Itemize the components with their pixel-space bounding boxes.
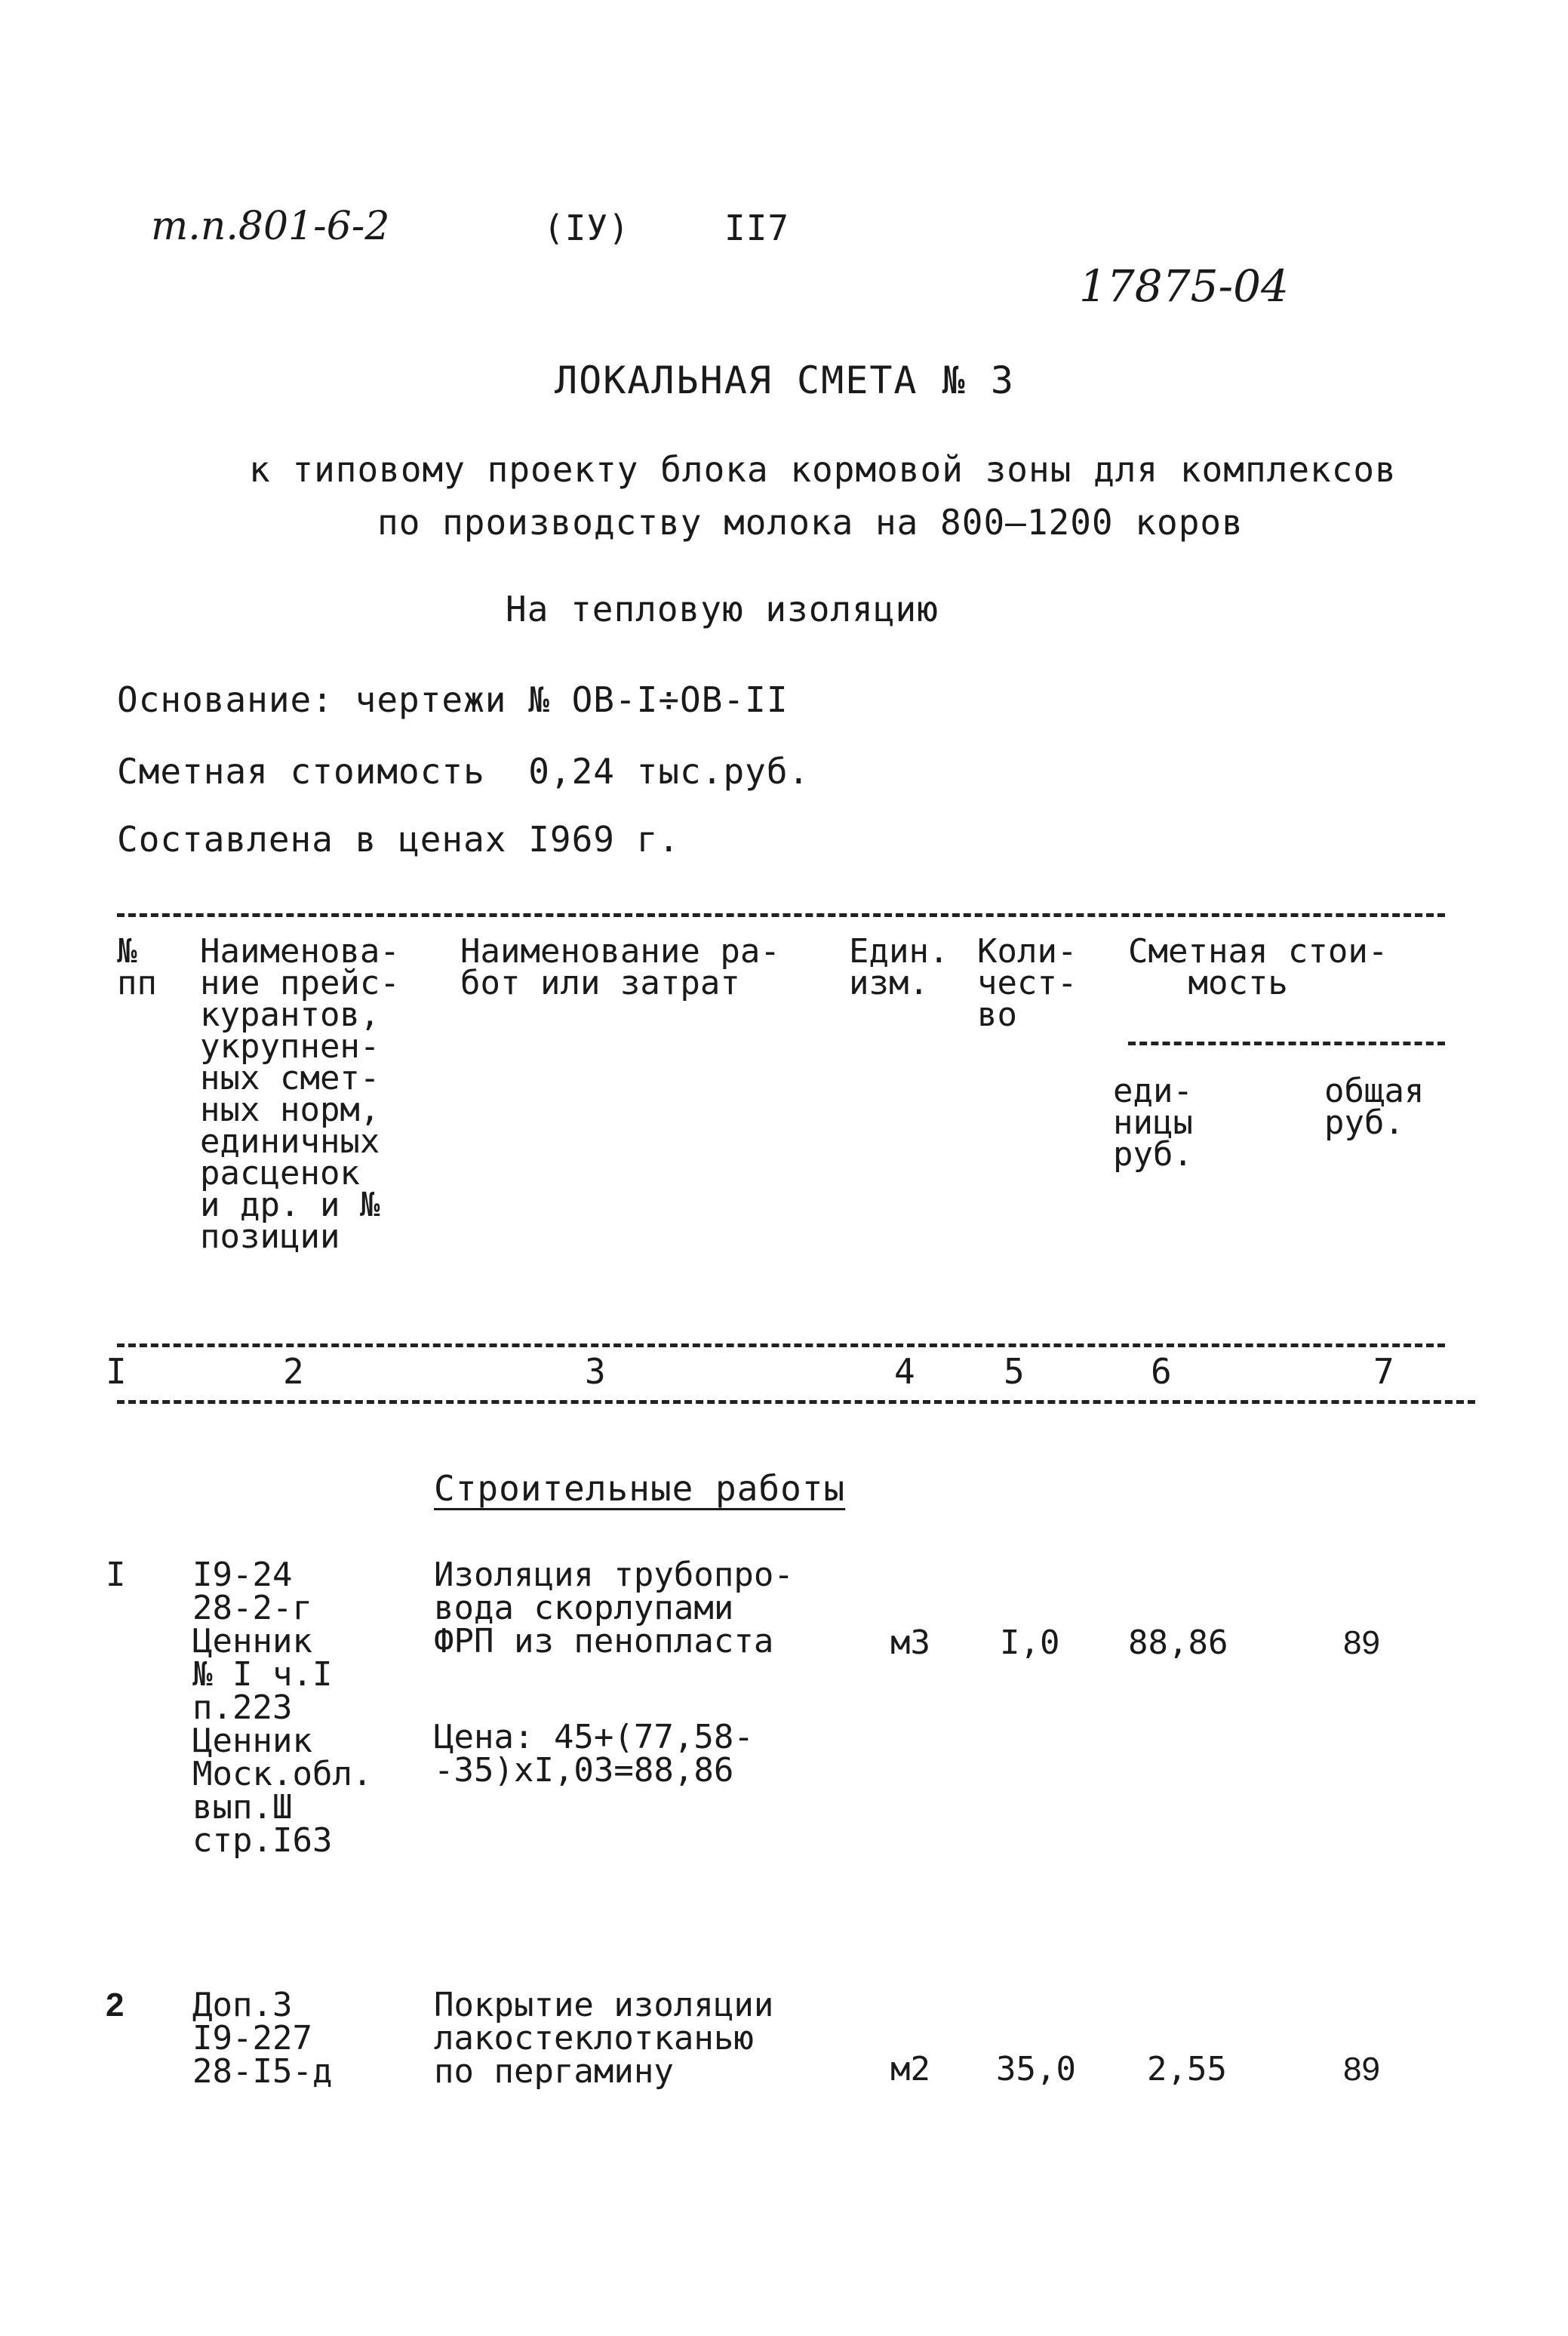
header-col-reference: Наименова- ние прейс- курантов, укрупнен- ных смет- ных норм, единичных расценок и др. и № позиции: [200, 932, 400, 1256]
column-number-5: 5: [1004, 1351, 1025, 1392]
row-1-quantity: I,0: [1000, 1624, 1060, 1662]
project-reference: т.п.801-6-2: [151, 204, 390, 249]
inventory-number: 17875-04: [1079, 260, 1289, 312]
row-2-unit: м2: [890, 2050, 930, 2088]
section-title: Строительные работы: [434, 1468, 846, 1509]
prices-line: Составлена в ценах I969 г.: [117, 819, 681, 860]
row-2-total: 89: [1343, 2051, 1380, 2088]
header-col-number: № пп: [117, 932, 157, 1002]
header-col-estimated-cost: Сметная стои- мость: [1128, 932, 1388, 1002]
column-number-1: I: [106, 1351, 128, 1392]
column-number-7: 7: [1373, 1351, 1395, 1392]
header-col-work-name: Наименование ра- бот или затрат: [460, 932, 780, 1002]
column-number-3: 3: [585, 1351, 607, 1392]
header-col-total: общая руб.: [1324, 1072, 1425, 1142]
cost-subheader-rule: [1128, 1042, 1445, 1045]
header-col-unit-price: еди- ницы руб.: [1113, 1072, 1193, 1174]
row-1-price-calculation: Цена: 45+(77,58- -35)хI,03=88,86: [434, 1718, 754, 1790]
title-line-2: по производству молока на 800–1200 коров: [377, 502, 1244, 543]
row-2-reference: Доп.3 I9-227 28-I5-д: [192, 1986, 333, 2091]
column-number-2: 2: [283, 1351, 305, 1392]
row-1-total: 89: [1343, 1624, 1380, 1661]
table-top-rule: [117, 913, 1445, 917]
cost-line: Сметная стоимость 0,24 тыс.руб.: [117, 751, 810, 792]
row-2-work-name: Покрытие изоляции лакостеклотканью по пергамину: [434, 1986, 774, 2091]
row-1-number: I: [106, 1556, 126, 1594]
column-number-6: 6: [1151, 1351, 1173, 1392]
row-2-unit-price: 2,55: [1147, 2050, 1227, 2088]
title-subject: На тепловую изоляцию: [506, 589, 939, 629]
header-col-unit: Един. изм.: [849, 932, 949, 1002]
column-number-4: 4: [894, 1351, 916, 1392]
row-1-unit: м3: [890, 1624, 930, 1662]
row-2-number: 2: [106, 1987, 125, 2024]
row-1-reference: I9-24 28-2-г Ценник № I ч.I п.223 Ценник Моск.обл. вып.Ш стр.I63: [192, 1556, 373, 1860]
column-numbers-rule: [117, 1400, 1475, 1404]
title-line-1: к типовому проекту блока кормовой зоны для комплексов: [249, 449, 1397, 490]
volume-label: (IУ): [543, 208, 630, 248]
row-2-quantity: 35,0: [996, 2050, 1076, 2088]
header-bottom-rule: [117, 1343, 1445, 1347]
page-number: II7: [724, 208, 790, 248]
basis-line: Основание: чертежи № ОВ-I÷ОВ-II: [117, 679, 789, 720]
row-1-work-name: Изоляция трубопро- вода скорлупами ФРП из пенопласта: [434, 1556, 794, 1660]
document-title: ЛОКАЛЬНАЯ СМЕТА № 3: [555, 359, 1015, 402]
row-1-unit-price: 88,86: [1128, 1624, 1228, 1662]
header-col-quantity: Коли- чест- во: [977, 932, 1078, 1034]
